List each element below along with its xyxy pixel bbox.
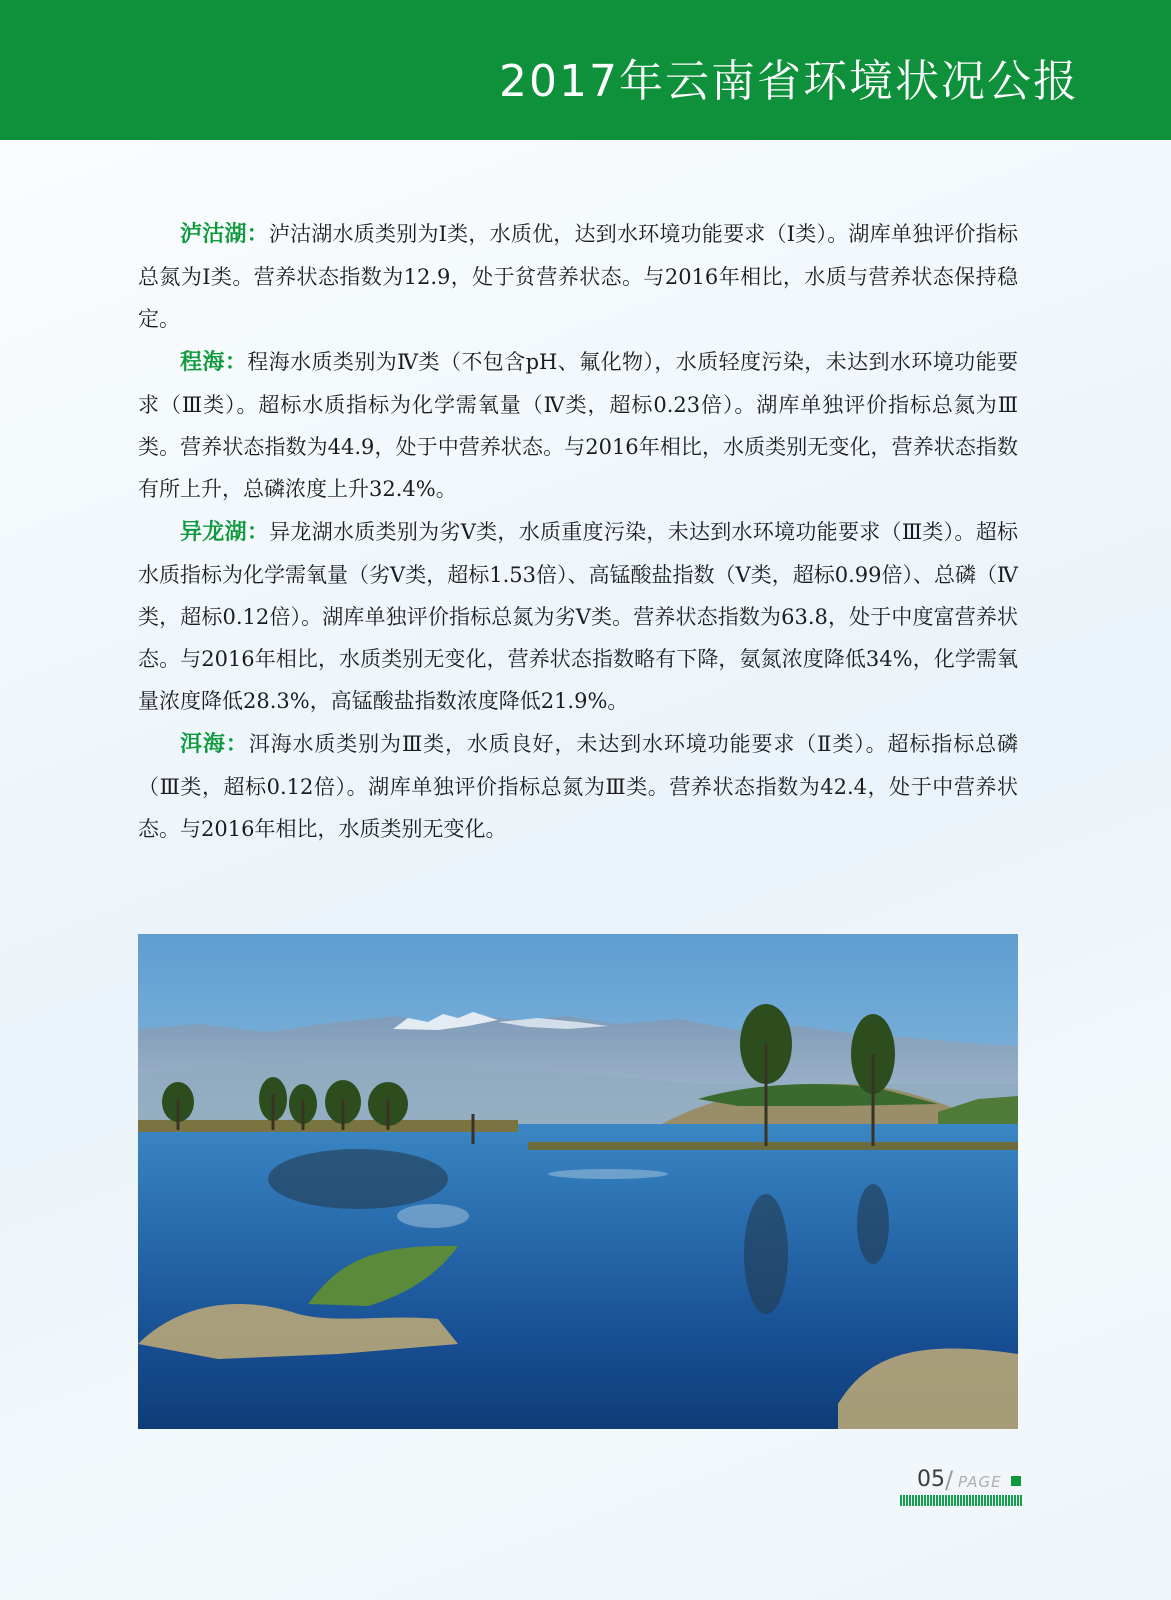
lake-name-lugu: 泸沽湖： bbox=[180, 222, 269, 247]
report-title: 2017年云南省环境状况公报 bbox=[499, 56, 1079, 107]
page-slash: / bbox=[945, 1466, 954, 1494]
page-number: 05 bbox=[917, 1467, 945, 1492]
lake-name-erhai: 洱海： bbox=[180, 732, 249, 757]
lake-name-yilong: 异龙湖： bbox=[180, 520, 270, 545]
paragraph-lugu-lake bbox=[138, 213, 1018, 340]
page-footer bbox=[900, 1466, 1025, 1506]
lake-text-yilong: 异龙湖水质类别为劣Ⅴ类，水质重度污染，未达到水环境功能要求（Ⅲ类）。超标水质指标为化学需氧量（劣Ⅴ类，超标1.53倍）、高锰酸盐指数（Ⅴ类，超标0.99倍）、总磷（Ⅳ类，超标0.12倍）。湖库单独评价指标总氮为劣Ⅴ类。营养状态指数为63.8，处于中度富营养状态。与2016年相比，水质类别无变化，营养状态指数略有下降，氨氮浓度降低34%，化学需氧量浓度降低28.3%，高锰酸盐指数浓度降低21.9%。 bbox=[138, 520, 1018, 713]
main-text bbox=[138, 213, 1018, 851]
header-banner bbox=[0, 0, 1171, 140]
lake-name-chenghai: 程海： bbox=[180, 350, 248, 375]
paragraph-yilong-lake bbox=[138, 511, 1018, 722]
lake-text-erhai: 洱海水质类别为Ⅲ类，水质良好，未达到水环境功能要求（Ⅱ类）。超标指标总磷（Ⅲ类，超标0.12倍）。湖库单独评价指标总氮为Ⅲ类。营养状态指数为42.4，处于中营养状态。与2016年相比，水质类别无变化。 bbox=[138, 732, 1018, 841]
lake-photo bbox=[138, 934, 1018, 1429]
lake-text-chenghai: 程海水质类别为Ⅳ类（不包含pH、氟化物），水质轻度污染，未达到水环境功能要求（Ⅲ类）。超标水质指标为化学需氧量（Ⅳ类，超标0.23倍）。湖库单独评价指标总氮为Ⅲ类。营养状态指数为44.9，处于中营养状态。与2016年相比，水质类别无变化，营养状态指数有所上升，总磷浓度上升32.4%。 bbox=[138, 350, 1018, 501]
paragraph-cheng-hai bbox=[138, 341, 1018, 510]
footer-stripe bbox=[900, 1495, 1023, 1506]
page-label: PAGE bbox=[958, 1473, 1002, 1491]
page-square-icon bbox=[1011, 1476, 1021, 1486]
paragraph-er-hai bbox=[138, 723, 1018, 850]
lake-text-lugu: 泸沽湖水质类别为Ⅰ类，水质优，达到水环境功能要求（Ⅰ类）。湖库单独评价指标总氮为Ⅰ类。营养状态指数为12.9，处于贫营养状态。与2016年相比，水质与营养状态保持稳定。 bbox=[138, 222, 1018, 331]
